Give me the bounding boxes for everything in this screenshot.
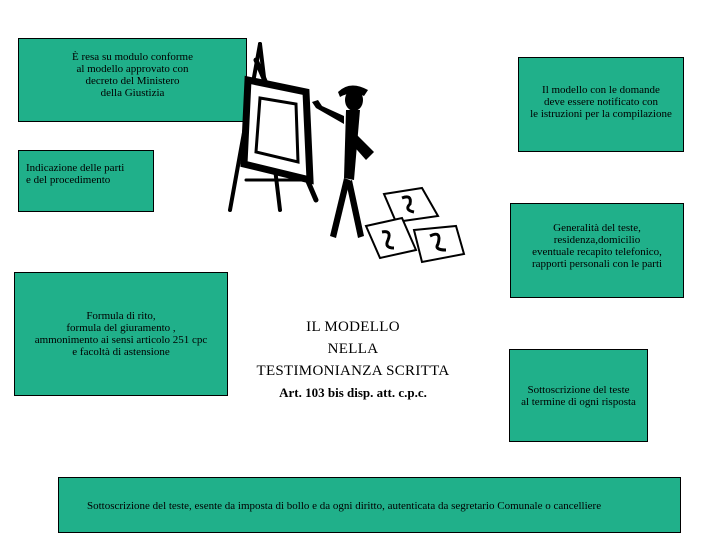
info-box-sottoscrizione-autenticata (58, 477, 681, 533)
info-box-sottoscrizione-risposta (509, 349, 648, 442)
title-line-3: TESTIMONIANZA SCRITTA (256, 363, 450, 379)
info-box-indicazione-parti (18, 150, 154, 212)
box-text: Indicazione delle parti e del procedimento (26, 162, 125, 186)
title-line-1: IL MODELLO (306, 319, 400, 335)
artist-easel-illustration (226, 40, 466, 280)
title-line-2: NELLA (327, 341, 379, 357)
box-text: Il modello con le domande deve essere notificato con le istruzioni per la compilazione (530, 84, 672, 120)
info-box-formula-rito (14, 272, 228, 396)
title-subtitle: Art. 103 bis disp. att. c.p.c. (279, 385, 427, 400)
central-title (235, 316, 471, 403)
box-text: Sottoscrizione del teste, esente da imposta di bollo e da ogni diritto, autenticata da segretario Comunale o cancelliere (87, 500, 602, 512)
box-text: È resa su modulo conforme al modello approvato con decreto del Ministero della Giustizia (72, 51, 193, 99)
box-text: Generalità del teste, residenza,domicilio eventuale recapito telefonico, rapporti personali con le parti (531, 222, 663, 270)
box-text: Sottoscrizione del teste al termine di ogni risposta (521, 384, 636, 408)
info-box-notifica (518, 57, 684, 152)
info-box-generalita-teste (510, 203, 684, 298)
box-text: Formula di rito, formula del giuramento , ammonimento ai sensi articolo 251 cpc e facoltà di astensione (34, 310, 208, 358)
info-box-modulo-conforme (18, 38, 247, 122)
